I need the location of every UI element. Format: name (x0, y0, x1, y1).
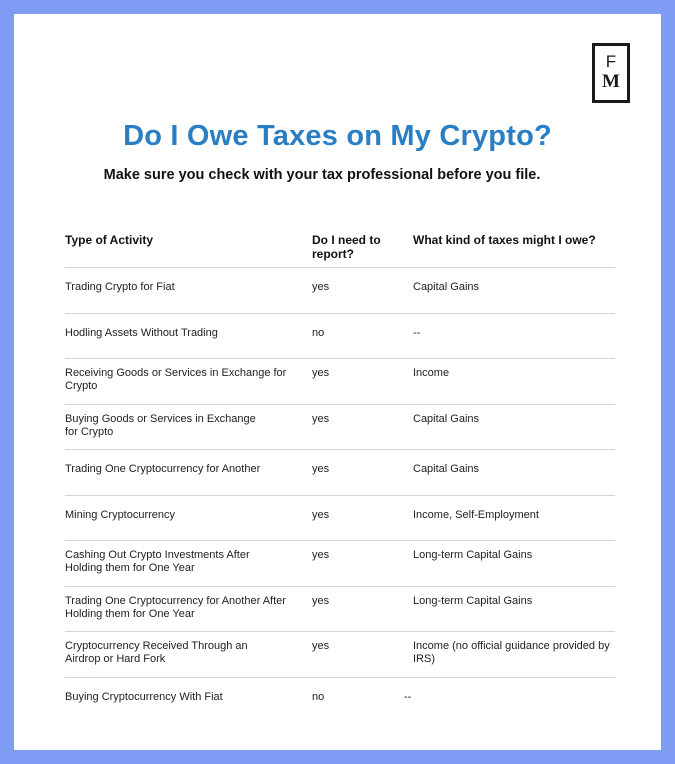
cell-taxes: Capital Gains (413, 281, 480, 293)
table-row (65, 314, 615, 360)
logo-letter-top: F (605, 52, 617, 71)
cell-taxes: Capital Gains (413, 412, 480, 425)
cell-taxes: Capital Gains (413, 463, 480, 475)
cell-taxes: Income, Self-Employment (413, 508, 539, 521)
header-activity: Type of Activity (65, 233, 154, 247)
header-report: Do I need to report? (312, 233, 381, 261)
table-row (65, 496, 615, 542)
table-row (65, 678, 615, 724)
cell-report: no (312, 690, 325, 703)
cell-activity: Trading Crypto for Fiat (65, 281, 175, 293)
table-row (65, 632, 615, 678)
cell-taxes: Income (no official guidance provided by IRS) (413, 640, 610, 665)
fm-logo (592, 43, 630, 103)
logo-letter-bottom: M (602, 71, 620, 92)
cell-report: yes (312, 412, 330, 425)
cell-activity: Trading One Cryptocurrency for Another (65, 463, 261, 475)
cell-report: yes (312, 549, 330, 561)
tax-table (65, 219, 615, 723)
table-row (65, 450, 615, 496)
cell-report: yes (312, 640, 330, 652)
cell-activity: Mining Cryptocurrency (65, 508, 176, 521)
header-taxes: What kind of taxes might I owe? (413, 233, 596, 247)
cell-activity: Cryptocurrency Received Through an Airdrop or Hard Fork (65, 640, 248, 665)
cell-taxes: Income (413, 367, 450, 379)
page-subtitle: Make sure you check with your tax professional before you file. (103, 167, 541, 183)
table-row (65, 268, 615, 314)
cell-report: yes (312, 367, 330, 379)
table-row (65, 359, 615, 405)
cell-activity: Buying Goods or Services in Exchange for Crypto (65, 412, 256, 438)
cell-report: yes (312, 594, 330, 607)
cell-activity: Buying Cryptocurrency With Fiat (65, 690, 223, 703)
table-row (65, 541, 615, 587)
table-row (65, 405, 615, 451)
infographic-card (14, 14, 661, 750)
cell-taxes: -- (413, 326, 421, 339)
cell-taxes: Long-term Capital Gains (413, 549, 533, 561)
cell-taxes: -- (404, 690, 412, 703)
cell-taxes: Long-term Capital Gains (413, 594, 533, 607)
table-header (65, 219, 615, 268)
cell-report: no (312, 326, 325, 339)
cell-activity: Cashing Out Crypto Investments After Holding them for One Year (65, 549, 250, 574)
cell-report: yes (312, 463, 330, 475)
cell-report: yes (312, 508, 330, 521)
cell-activity: Receiving Goods or Services in Exchange for Crypto (65, 367, 287, 392)
page-title: Do I Owe Taxes on My Crypto? (123, 120, 552, 152)
cell-report: yes (312, 281, 330, 293)
cell-activity: Trading One Cryptocurrency for Another After Holding them for One Year (65, 594, 286, 620)
cell-activity: Hodling Assets Without Trading (65, 326, 218, 339)
table-row (65, 587, 615, 633)
